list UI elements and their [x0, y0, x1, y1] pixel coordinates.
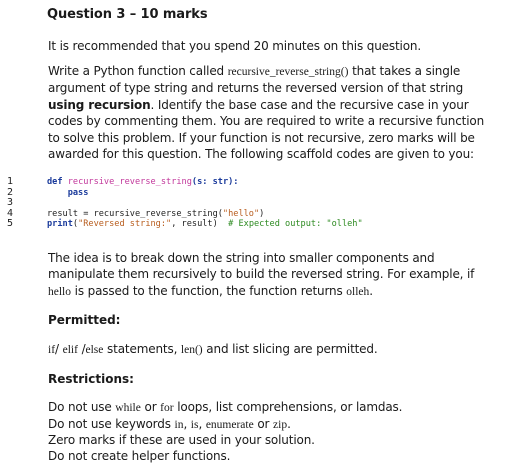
scaffold-code-block: [7, 177, 502, 230]
line-number: 1: [7, 176, 14, 187]
restriction-text: .: [287, 416, 291, 431]
code-line-2: [7, 188, 502, 199]
restriction-text: loops, list comprehensions, or lamdas.: [173, 400, 403, 414]
keyword-else: else: [85, 344, 104, 356]
code-text: , result): [171, 219, 229, 230]
keyword-zip: zip: [273, 418, 288, 431]
permitted-text-2: and list slicing are permitted.: [202, 342, 378, 356]
separator: ,: [183, 416, 191, 431]
keyword-while: while: [115, 402, 141, 414]
code-line-5: [7, 219, 502, 230]
idea-text-3: .: [369, 283, 373, 298]
permitted-text-1: statements,: [103, 342, 181, 356]
keyword-if: if: [48, 344, 56, 356]
keyword-in: in: [174, 418, 184, 431]
code-line-4: [7, 209, 502, 220]
code-string: "Reversed string:": [78, 219, 172, 230]
line-number: 3: [7, 197, 14, 209]
separator: /: [55, 342, 63, 356]
keyword-is: is: [190, 418, 199, 431]
restrictions-list: [48, 400, 488, 464]
line-number: 4: [7, 207, 14, 219]
code-builtin: print: [47, 219, 73, 230]
builtin-len: len(): [180, 344, 203, 356]
restriction-text: Do not use keywords: [48, 416, 175, 431]
code-text: ): [259, 208, 265, 219]
idea-text-2: is passed to the function, the function returns: [71, 283, 347, 298]
restriction-text: Do not use: [48, 400, 116, 414]
restriction-text: or: [140, 400, 161, 414]
code-function-name: recursive_reverse_string: [67, 177, 192, 187]
restriction-text: or: [253, 416, 274, 431]
function-name: recursive_reverse_string(): [227, 66, 349, 78]
keyword-for: for: [160, 402, 174, 414]
code-text: (: [72, 219, 79, 230]
permitted-heading: Permitted:: [48, 313, 121, 327]
line-number: 5: [7, 218, 14, 230]
keyword-enumerate: enumerate: [205, 418, 254, 431]
code-line-1: [7, 177, 502, 188]
restriction-line-3: Zero marks if these are used in your solution.: [48, 433, 315, 447]
time-recommendation: It is recommended that you spend 20 minutes on this question.: [48, 39, 422, 53]
code-keyword: def: [47, 177, 63, 187]
restriction-line-4: Do not create helper functions.: [48, 448, 231, 463]
code-keyword: pass: [67, 187, 89, 198]
separator: ,: [198, 416, 206, 431]
code-text: result = recursive_reverse_string(: [47, 208, 223, 219]
question-title: Question 3 – 10 marks: [47, 7, 208, 22]
example-output: olleh: [346, 285, 370, 298]
keyword-elif: elif: [62, 344, 78, 356]
line-number: 2: [7, 186, 14, 198]
code-line-3: [7, 198, 502, 209]
idea-text-1: The idea is to break down the string into smaller components and manipulate them recursively to build the reversed string. For example, if: [48, 251, 475, 282]
separator: /: [77, 342, 86, 356]
code-string: "hello": [222, 208, 260, 219]
code-text: (s: str):: [191, 177, 239, 187]
restriction-line-1: [48, 400, 488, 417]
task-description: [48, 63, 488, 162]
code-comment: # Expected output: "olleh": [228, 219, 363, 230]
permitted-text: [48, 341, 488, 358]
restrictions-heading: Restrictions:: [48, 372, 134, 386]
restriction-line-2: [48, 417, 488, 434]
task-emphasis: using recursion: [48, 97, 151, 112]
task-text-3: . Identify the base case and the recursive case in your codes by commenting them. You are required to write a recursive function to solve this problem. If your function is not recursive, zero marks will be awarded for this question. The following scaffold codes are given to you:: [48, 97, 485, 162]
task-text-2: that takes a single argument of type string and returns the reversed version of that string: [48, 64, 464, 96]
example-input: hello: [48, 285, 71, 298]
idea-paragraph: [48, 250, 488, 300]
task-text-1: Write a Python function called: [48, 64, 228, 78]
